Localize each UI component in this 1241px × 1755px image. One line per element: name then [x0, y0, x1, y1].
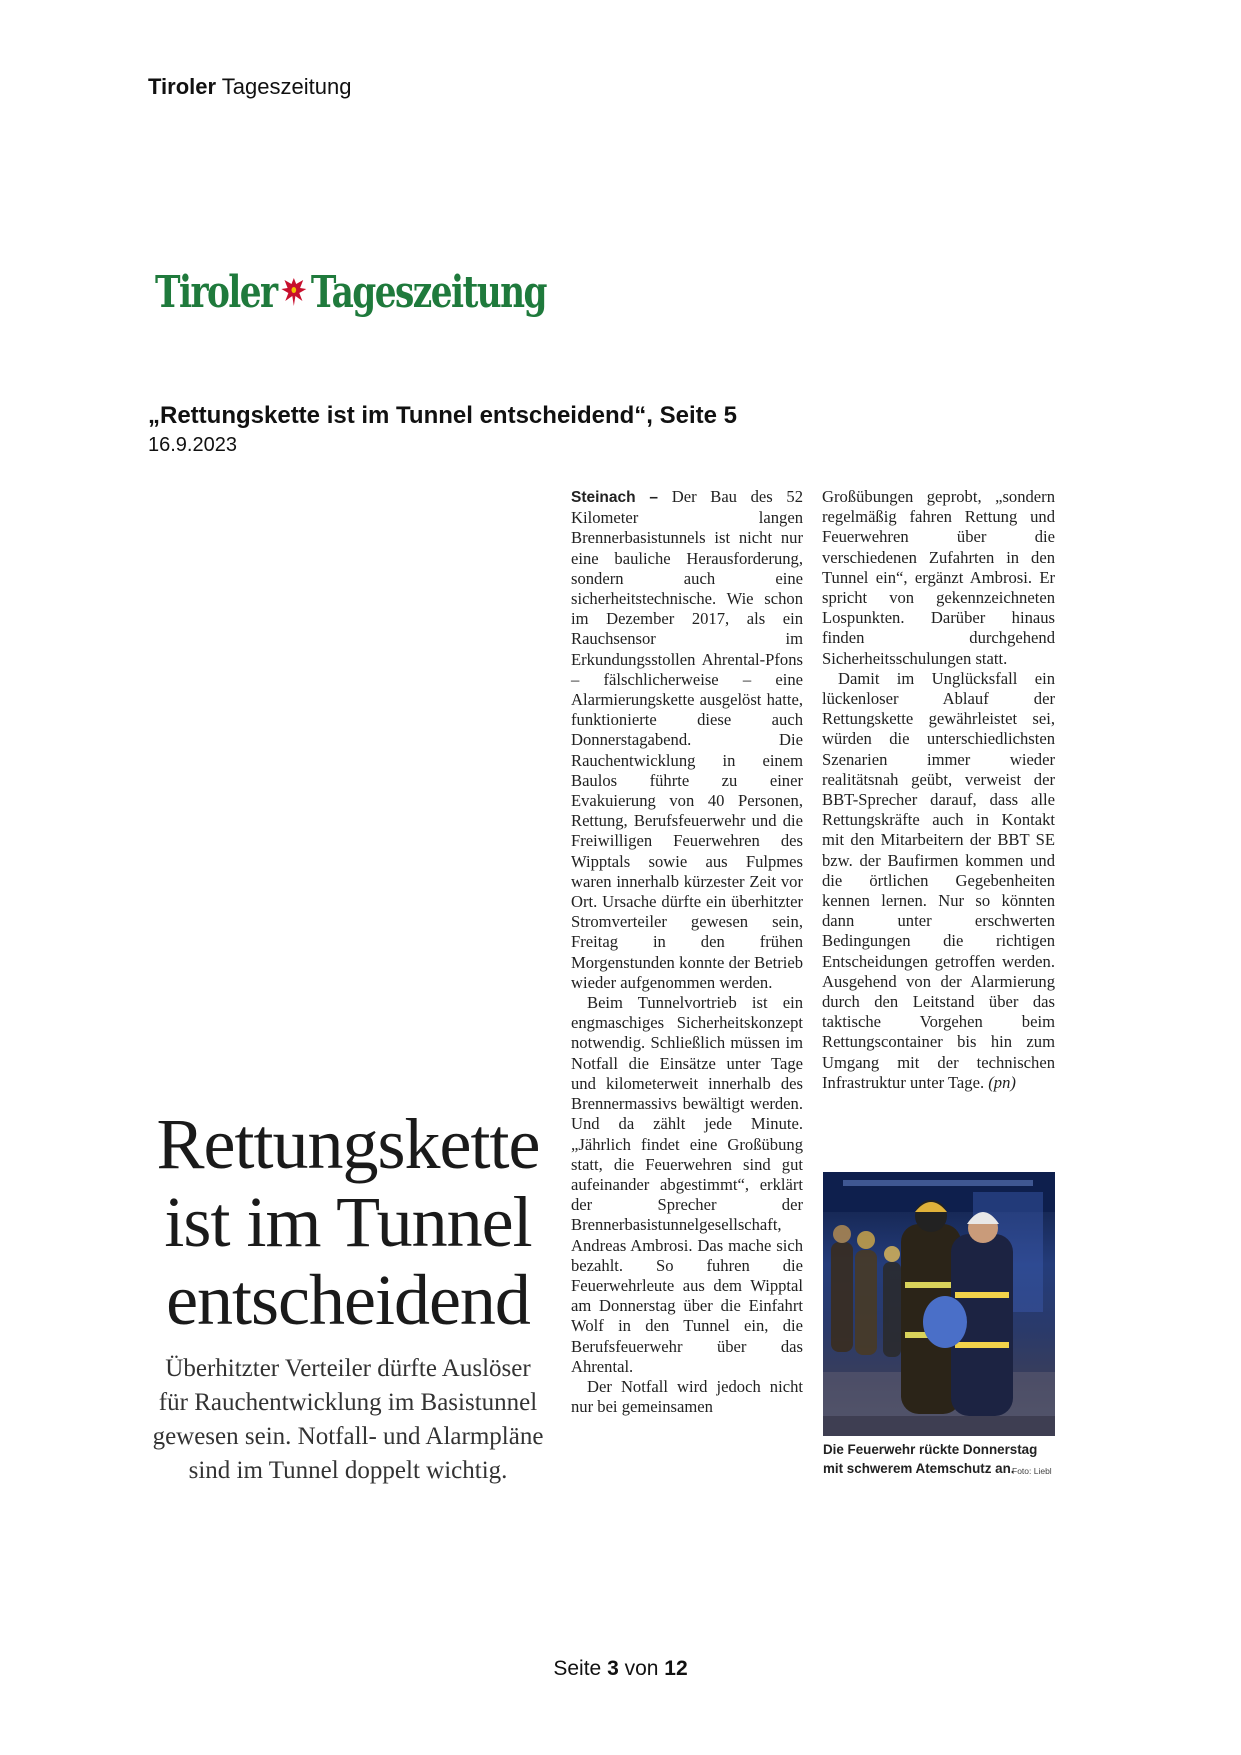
article-paragraph: Der Notfall wird jedoch nicht nur bei gemeinsamen — [571, 1376, 803, 1417]
headline-line: entscheidend — [166, 1260, 530, 1340]
header-brand-bold: Tiroler — [148, 74, 217, 99]
logo-text-part2: Tageszeitung — [310, 266, 546, 318]
paragraph-text: Der Bau des 52 Kilometer langen Brennerbasistunnels ist nicht nur eine bauliche Herausforderung, sondern auch eine sicherheitstechnische. Wie schon im Dezember 2017, als ein Rauchsensor im Erkundungsstollen Ahrental-Pfons – fälschlicherweise – eine Alarmierungskette ausgelöst hatte, funktionierte diese auch Donnerstagabend. Die Rauchentwicklung in einem Baulos führte zu einer Evakuierung von 40 Personen, Rettung, Berufsfeuerwehr und die Freiwilligen Feuerwehren des Wipptals sowie aus Fulpmes waren innerhalb kürzester Zeit vor Ort. Ursache dürfte ein überhitzter Stromverteiler gewesen sein, Freitag in den frühen Morgenstunden konnte der Betrieb wieder aufgenommen werden. — [571, 487, 804, 992]
headline-line: Rettungskette — [156, 1104, 540, 1184]
headline-line: ist im Tunnel — [164, 1182, 532, 1262]
photo-caption: Die Feuerwehr rückte Donnerstag mit schwerem Atemschutz an. — [823, 1442, 1038, 1476]
clipping-title: „Rettungskette ist im Tunnel entscheidend“, Seite 5 — [148, 402, 737, 429]
photo-credit: Foto: Liebl — [1012, 1466, 1052, 1476]
article-subheadline: Überhitzter Verteiler dürfte Auslöser für Rauchentwicklung im Basistunnel gewesen sein. Notfall- und Alarmpläne sind im Tunnel doppelt wichtig. — [152, 1355, 544, 1484]
document-header — [148, 74, 351, 100]
article-column-2 — [822, 487, 1055, 1093]
tyrolean-eagle-icon — [280, 274, 308, 310]
article-paragraph: Beim Tunnelvortrieb ist ein engmaschiges Sicherheitskonzept notwendig. Schließlich müssen im Notfall die Einsätze unter Tage und kilometerweit innerhalb des Brennermassivs bewältigt werden. Und da zählt jede Minute. „Jährlich findet eine Großübung statt, die Feuerwehren sind gut aufeinander abgestimmt“, erklärt der Sprecher der Brennerbasistunnelgesellschaft, Andreas Ambrosi. Das mache sich bezahlt. So fuhren die Feuerwehrleute aus dem Wipptal am Donnerstag über die Einfahrt Wolf in den Tunnel ein, die Berufsfeuerwehr über das Ahrental. — [571, 993, 803, 1376]
firefighters-in-tunnel-image — [823, 1172, 1055, 1436]
footer-current-page: 3 — [607, 1657, 619, 1680]
page-footer — [0, 1657, 1241, 1681]
article-paragraph — [822, 669, 1055, 1093]
article-paragraph: Großübungen geprobt, „sondern regelmäßig fahren Rettung und Feuerwehren über die verschiedenen Zufahrten in den Tunnel ein“, ergänzt Ambrosi. Er spricht von gekennzeichneten Lospunkten. Darüber hinaus finden durchgehend Sicherheitsschulungen statt. — [822, 487, 1055, 668]
paragraph-text: Damit im Unglücksfall ein lückenloser Ablauf der Rettungskette gewährleistet sei, würden die unterschiedlichsten Szenarien immer wieder realitätsnah geübt, verweist der BBT-Sprecher darauf, dass alle Rettungskräfte auch in Kontakt mit den Mitarbeitern der BBT SE bzw. der Baufirmen kommen und die örtlichen Gegebenheiten kennen lernen. Nur so könnten dann unter erschwerten Bedingungen die richtigen Entscheidungen getroffen werden. Ausgehend von der Alarmierung durch den Leitstand über das taktische Vorgehen beim Rettungscontainer bis hin zum Umgang mit der technischen Infrastruktur unter Tage. — [822, 668, 1055, 1092]
article-paragraph — [571, 487, 803, 993]
footer-prefix: Seite — [553, 1657, 602, 1680]
footer-middle: von — [624, 1657, 659, 1680]
article-author: (pn) — [988, 1072, 1016, 1092]
article-photo — [823, 1172, 1055, 1436]
footer-total-pages: 12 — [664, 1657, 688, 1680]
clipping-date: 16.9.2023 — [148, 434, 237, 456]
header-brand-regular: Tageszeitung — [221, 74, 352, 99]
article-column-1 — [571, 487, 803, 1417]
article-dateline: Steinach – — [571, 489, 659, 506]
article-headline — [148, 1105, 548, 1339]
newspaper-logo — [155, 262, 546, 322]
logo-text-part1: Tiroler — [155, 266, 277, 318]
